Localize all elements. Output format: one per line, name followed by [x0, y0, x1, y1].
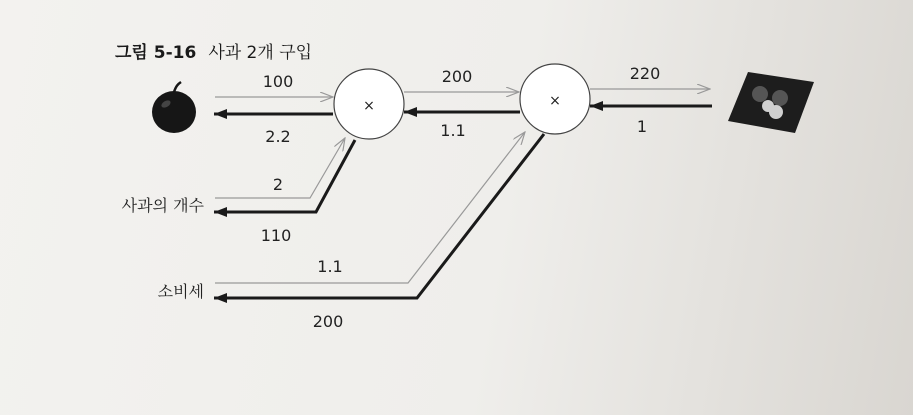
bwd-label-apple-price-grad: 2.2	[265, 127, 291, 146]
fwd-label-mul1-out: 200	[441, 67, 473, 86]
bwd-label-final-grad: 1	[636, 117, 648, 136]
fwd-label-tax: 1.1	[317, 257, 343, 276]
fwd-label-final-out: 220	[629, 64, 661, 83]
input-label-tax: 소비세	[157, 282, 204, 301]
mul-node-2	[520, 64, 590, 134]
bwd-label-apple-count-grad: 110	[260, 226, 292, 245]
figure-title: 사과 2개 구입	[208, 43, 313, 63]
fwd-label-apple-count: 2	[272, 175, 284, 194]
fwd-arrow-tax	[215, 132, 525, 283]
bwd-arrow-apple-count-grad	[214, 140, 355, 212]
mul-node-1-op: ×	[363, 98, 375, 114]
wallet-icon	[728, 72, 814, 133]
mul-node-1	[334, 69, 404, 139]
bwd-label-tax-grad: 200	[312, 312, 344, 331]
figure-number: 그림 5-16	[115, 43, 197, 63]
bwd-label-mul1-grad: 1.1	[440, 121, 466, 140]
bwd-arrow-tax-grad	[214, 134, 544, 298]
fwd-label-apple-price: 100	[262, 72, 294, 91]
apple-icon	[152, 82, 196, 133]
input-label-apple-count: 사과의 개수	[121, 196, 204, 215]
mul-node-2-op: ×	[549, 93, 561, 109]
